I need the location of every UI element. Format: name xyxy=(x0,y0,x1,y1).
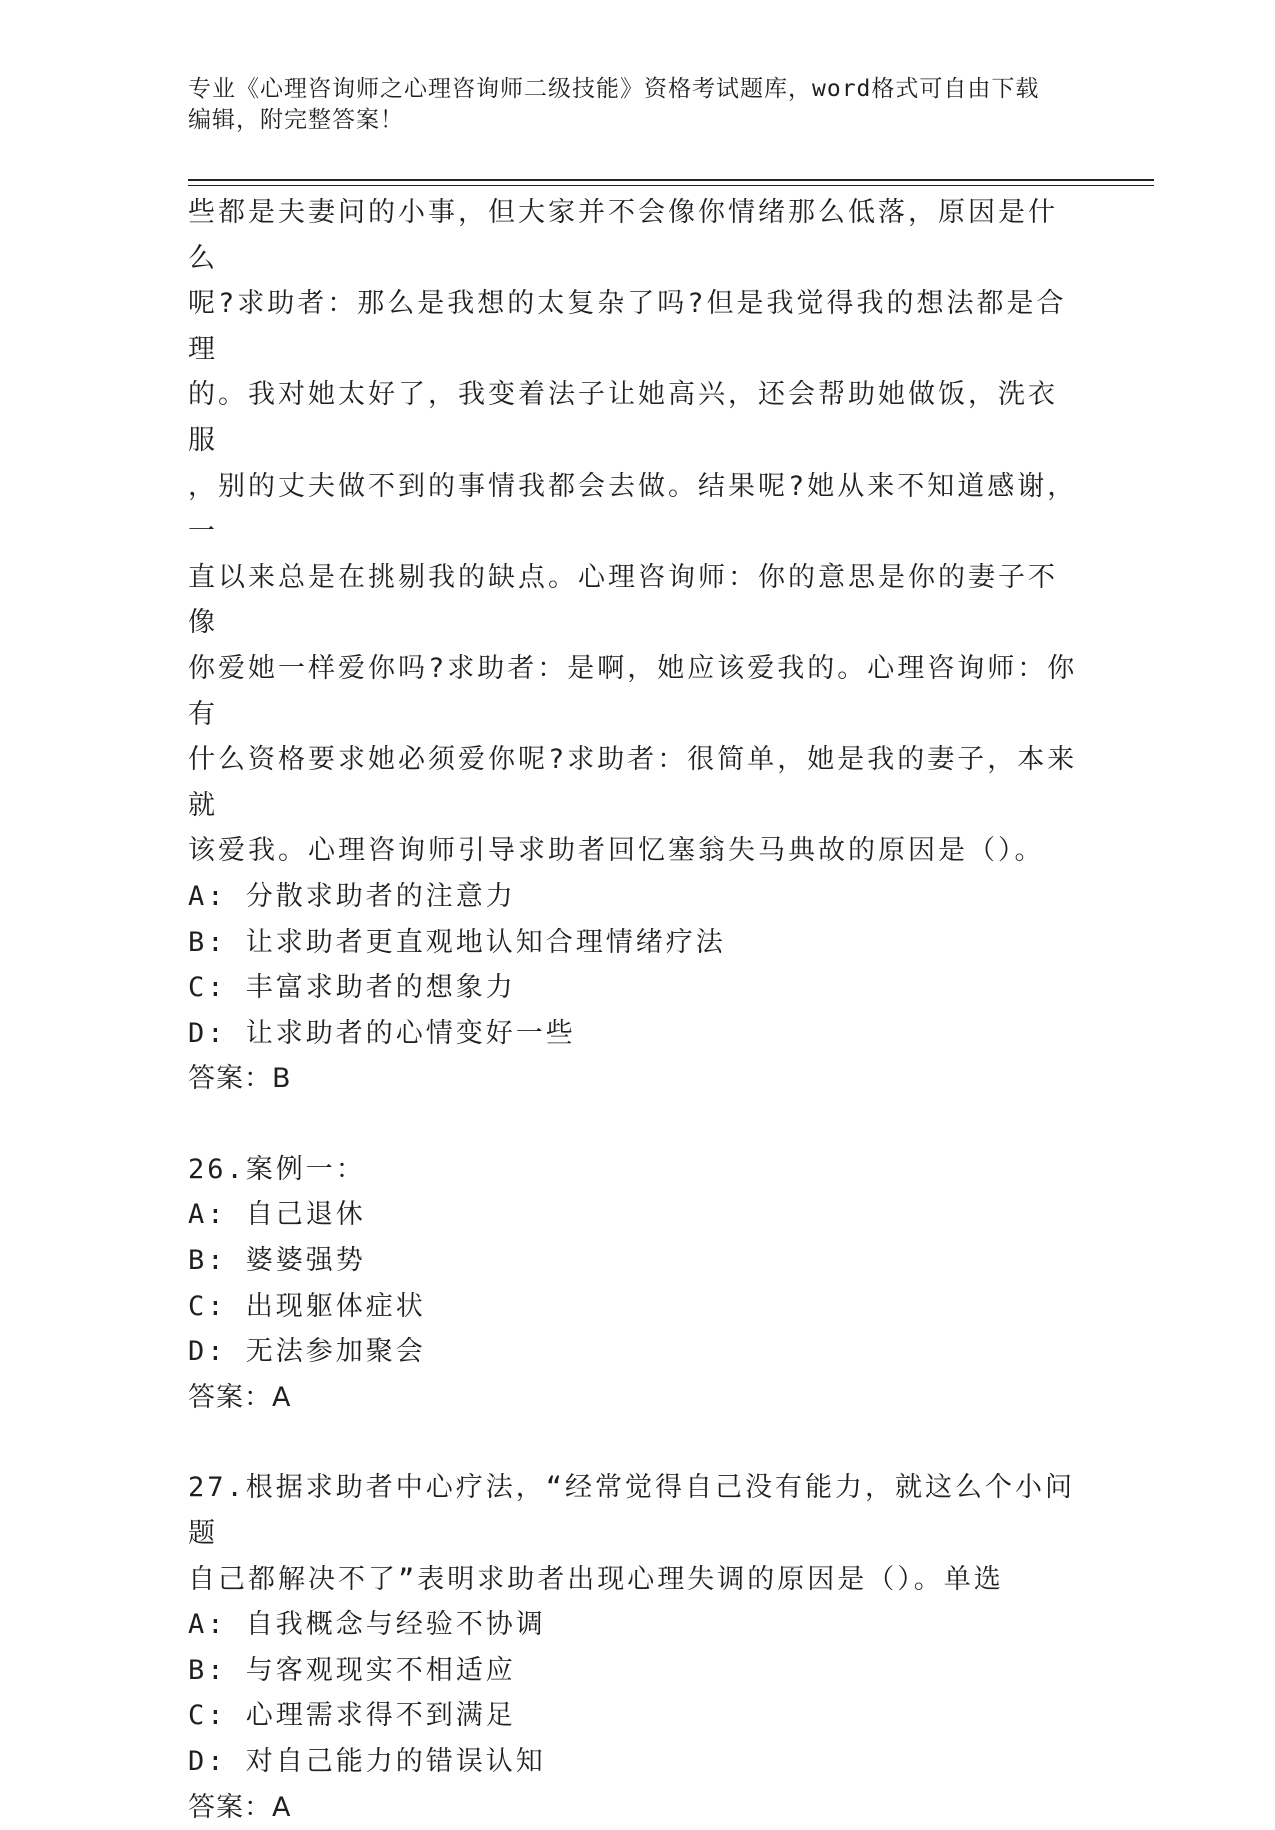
option-b: B: 婆婆强势 xyxy=(188,1245,366,1277)
question-stem-line: ，别的丈夫做不到的事情我都会去做。结果呢?她从来不知道感谢，一 xyxy=(188,470,1078,548)
option-b: B: 与客观现实不相适应 xyxy=(188,1654,516,1686)
question-26 xyxy=(188,1147,1078,1421)
option-c: C: 丰富求助者的想象力 xyxy=(188,972,516,1004)
header-line-2: 编辑，附完整答案！ xyxy=(188,107,404,133)
question-27 xyxy=(188,1465,1078,1830)
question-stem-line: 的。我对她太好了，我变着法子让她高兴，还会帮助她做饭，洗衣服 xyxy=(188,379,1058,456)
spacer xyxy=(188,1420,1078,1465)
option-c: C: 心理需求得不到满足 xyxy=(188,1700,516,1732)
question-25 xyxy=(188,190,1078,1102)
option-c: C: 出现躯体症状 xyxy=(188,1290,426,1322)
header-divider-thick xyxy=(188,179,1154,181)
question-stem-line: 呢?求助者：那么是我想的太复杂了吗?但是我觉得我的想法都是合理 xyxy=(188,288,1067,365)
question-stem-line: 27.根据求助者中心疗法，“经常觉得自己没有能力，就这么个小问题 xyxy=(188,1472,1076,1550)
option-a: A: 自己退休 xyxy=(188,1199,366,1231)
spacer xyxy=(188,1102,1078,1147)
question-stem-line: 什么资格要求她必须爱你呢?求助者：很简单，她是我的妻子，本来就 xyxy=(188,744,1078,821)
question-stem-line: 些都是夫妻问的小事，但大家并不会像你情绪那么低落，原因是什么 xyxy=(188,197,1058,274)
header-divider-thin xyxy=(188,185,1154,186)
document-body xyxy=(188,190,1078,1830)
option-a: A: 自我概念与经验不协调 xyxy=(188,1609,546,1641)
option-d: D: 让求助者的心情变好一些 xyxy=(188,1017,576,1049)
question-stem-line: 直以来总是在挑剔我的缺点。心理咨询师：你的意思是你的妻子不像 xyxy=(188,561,1058,639)
option-d: D: 对自己能力的错误认知 xyxy=(188,1746,546,1777)
document-header xyxy=(188,74,1088,136)
question-title: 26.案例一： xyxy=(188,1153,366,1185)
option-b: B: 让求助者更直观地认知合理情绪疗法 xyxy=(188,926,726,958)
question-stem-line: 自己都解决不了”表明求助者出现心理失调的原因是（）。单选 xyxy=(188,1563,1004,1595)
header-line-1: 专业《心理咨询师之心理咨询师二级技能》资格考试题库，word格式可自由下载 xyxy=(188,76,1040,102)
question-stem-line: 你爱她一样爱你吗?求助者：是啊，她应该爱我的。心理咨询师：你有 xyxy=(188,652,1078,730)
answer: 答案：A xyxy=(188,1791,292,1823)
option-d: D: 无法参加聚会 xyxy=(188,1336,426,1368)
option-a: A: 分散求助者的注意力 xyxy=(188,880,516,912)
question-stem-line: 该爱我。心理咨询师引导求助者回忆塞翁失马典故的原因是（）。 xyxy=(188,835,1045,867)
answer: 答案：A xyxy=(188,1381,292,1413)
answer: 答案：B xyxy=(188,1063,292,1095)
